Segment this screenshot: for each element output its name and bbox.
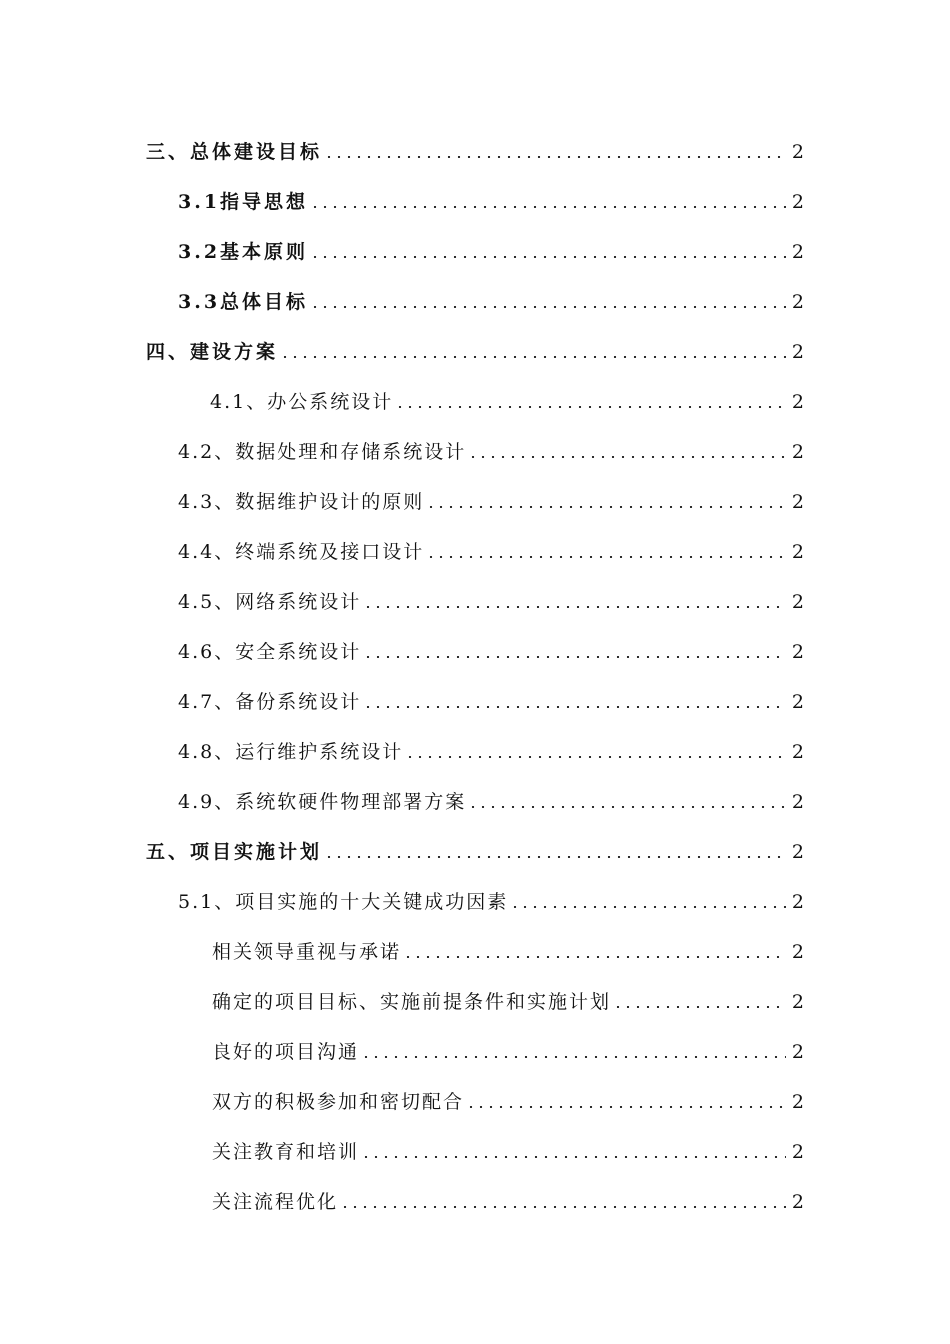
toc-page-number: 2: [791, 341, 804, 363]
toc-entry-label: 确定的项目目标、实施前提条件和实施计划: [212, 991, 612, 1013]
toc-leader-dots: [324, 856, 786, 858]
toc-leader-dots: [403, 956, 786, 958]
toc-entry-section-4[interactable]: [0, 334, 950, 364]
toc-entry-4-3[interactable]: [0, 484, 950, 514]
toc-entry-label: 5.1、项目实施的十大关键成功因素: [178, 891, 509, 913]
toc-entry-label: 良好的项目沟通: [212, 1041, 360, 1063]
toc-page-number: 2: [791, 141, 804, 163]
toc-entry-label: 三、总体建设目标: [146, 141, 323, 163]
toc-entry-3-2[interactable]: [0, 234, 950, 264]
toc-entry-label: 4.7、备份系统设计: [178, 691, 362, 713]
toc-page-number: 2: [791, 1041, 804, 1063]
toc-leader-dots: [361, 1056, 786, 1058]
toc-entry-label: 3.2基本原则: [178, 241, 309, 263]
toc-leader-dots: [613, 1006, 786, 1008]
toc-entry-label: 3.3总体目标: [178, 291, 309, 313]
toc-entry-5-1-b[interactable]: [0, 984, 950, 1014]
toc-page-number: 2: [791, 741, 804, 763]
toc-page-number: 2: [791, 191, 804, 213]
toc-entry-4-7[interactable]: [0, 684, 950, 714]
toc-page-number: 2: [791, 991, 804, 1013]
toc-page-number: 2: [791, 391, 804, 413]
toc-entry-label: 4.2、数据处理和存储系统设计: [178, 441, 467, 463]
toc-leader-dots: [310, 206, 786, 208]
toc-entry-label: 4.1、办公系统设计: [210, 391, 394, 413]
toc-entry-5-1-f[interactable]: [0, 1184, 950, 1214]
toc-leader-dots: [363, 706, 786, 708]
toc-leader-dots: [310, 256, 786, 258]
toc-leader-dots: [468, 806, 786, 808]
toc-entry-5-1-c[interactable]: [0, 1034, 950, 1064]
toc-page-number: 2: [791, 241, 804, 263]
toc-entry-4-9[interactable]: [0, 784, 950, 814]
toc-page-number: 2: [791, 1091, 804, 1113]
toc-page-number: 2: [791, 441, 804, 463]
toc-entry-label: 关注流程优化: [212, 1191, 339, 1213]
toc-leader-dots: [280, 356, 786, 358]
toc-leader-dots: [510, 906, 786, 908]
toc-entry-4-5[interactable]: [0, 584, 950, 614]
toc-entry-section-3[interactable]: [0, 134, 950, 164]
toc-page-number: 2: [791, 791, 804, 813]
toc-entry-4-8[interactable]: [0, 734, 950, 764]
toc-entry-label: 4.9、系统软硬件物理部署方案: [178, 791, 467, 813]
toc-entry-label: 相关领导重视与承诺: [212, 941, 402, 963]
toc-leader-dots: [324, 156, 786, 158]
toc-entry-label: 关注教育和培训: [212, 1141, 360, 1163]
toc-entry-label: 4.8、运行维护系统设计: [178, 741, 404, 763]
toc-entry-3-3[interactable]: [0, 284, 950, 314]
toc-entry-label: 4.5、网络系统设计: [178, 591, 362, 613]
toc-entry-4-4[interactable]: [0, 534, 950, 564]
toc-leader-dots: [468, 456, 786, 458]
toc-page-number: 2: [791, 841, 804, 863]
toc-entry-3-1[interactable]: [0, 184, 950, 214]
toc-entry-4-1[interactable]: [0, 384, 950, 414]
toc-page-number: 2: [791, 591, 804, 613]
toc-page-number: 2: [791, 941, 804, 963]
toc-page-number: 2: [791, 641, 804, 663]
toc-page-number: 2: [791, 491, 804, 513]
toc-entry-label: 4.3、数据维护设计的原则: [178, 491, 425, 513]
toc-entry-label: 四、建设方案: [146, 341, 279, 363]
toc-leader-dots: [340, 1206, 786, 1208]
toc-entry-4-2[interactable]: [0, 434, 950, 464]
toc-leader-dots: [426, 506, 786, 508]
toc-leader-dots: [395, 406, 786, 408]
toc-page-number: 2: [791, 691, 804, 713]
toc-entry-label: 五、项目实施计划: [146, 841, 323, 863]
toc-entry-label: 双方的积极参加和密切配合: [212, 1091, 465, 1113]
toc-entry-label: 4.4、终端系统及接口设计: [178, 541, 425, 563]
toc-leader-dots: [310, 306, 786, 308]
toc-page-number: 2: [791, 541, 804, 563]
toc-leader-dots: [466, 1106, 786, 1108]
toc-entry-5-1[interactable]: [0, 884, 950, 914]
toc-page-number: 2: [791, 891, 804, 913]
toc-entry-label: 4.6、安全系统设计: [178, 641, 362, 663]
toc-leader-dots: [426, 556, 786, 558]
toc-entry-4-6[interactable]: [0, 634, 950, 664]
toc-entry-section-5[interactable]: [0, 834, 950, 864]
toc-page-number: 2: [791, 1191, 804, 1213]
toc-leader-dots: [361, 1156, 786, 1158]
toc-page-number: 2: [791, 291, 804, 313]
toc-leader-dots: [363, 656, 786, 658]
toc-entry-5-1-e[interactable]: [0, 1134, 950, 1164]
toc-leader-dots: [363, 606, 786, 608]
toc-entry-5-1-d[interactable]: [0, 1084, 950, 1114]
toc-entry-5-1-a[interactable]: [0, 934, 950, 964]
toc-page-number: 2: [791, 1141, 804, 1163]
toc-entry-label: 3.1指导思想: [178, 191, 309, 213]
toc-leader-dots: [405, 756, 786, 758]
